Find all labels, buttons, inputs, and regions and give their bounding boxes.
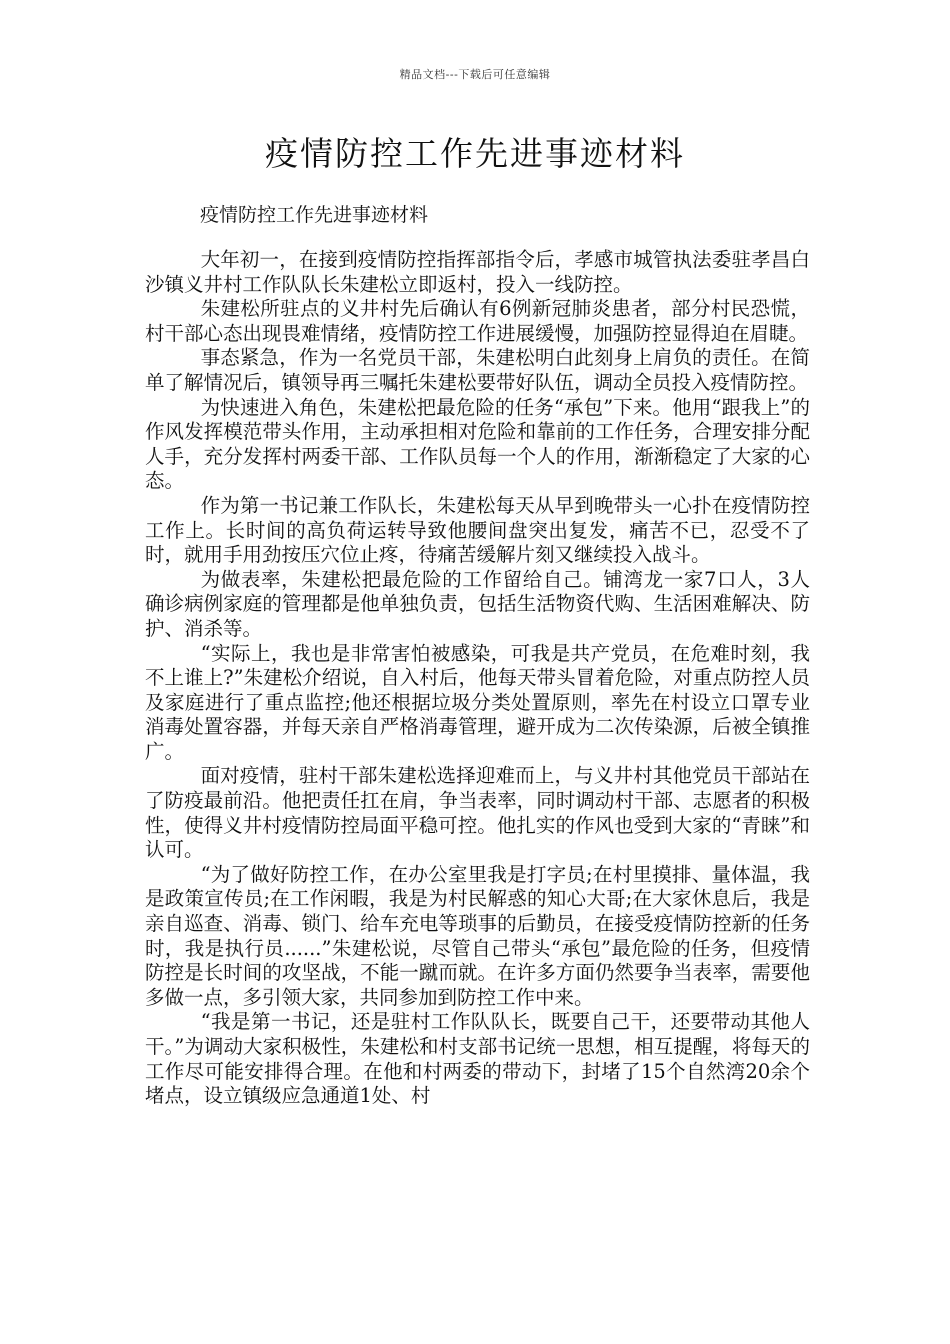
paragraph: 为做表率，朱建松把最危险的工作留给自己。铺湾龙一家7口人，3人确诊病例家庭的管理都是他单独负责，包括生活物资代购、生活困难解决、防护、消杀等。 bbox=[145, 567, 810, 640]
paragraph: “实际上，我也是非常害怕被感染，可我是共产党员，在危难时刻，我不上谁上?”朱建松介绍说，自入村后，他每天带头冒着危险，对重点防控人员及家庭进行了重点监控;他还根据垃圾分类处置原则，率先在村设立口罩专业消毒处置容器，并每天亲自严格消毒管理，避开成为二次传染源，后被全镇推广。 bbox=[145, 641, 810, 763]
paragraph: 面对疫情，驻村干部朱建松选择迎难而上，与义井村其他党员干部站在了防疫最前沿。他把责任扛在肩，争当表率，同时调动村干部、志愿者的积极性，使得义井村疫情防控局面平稳可控。他扎实的作风也受到大家的“青睐”和认可。 bbox=[145, 764, 810, 862]
paragraph: 事态紧急，作为一名党员干部，朱建松明白此刻身上肩负的责任。在简单了解情况后，镇领导再三嘱托朱建松要带好队伍，调动全员投入疫情防控。 bbox=[145, 346, 810, 394]
document-body bbox=[145, 248, 810, 1109]
header-note: 精品文档---下载后可任意编辑 bbox=[399, 68, 551, 81]
document-subtitle: 疫情防控工作先进事迹材料 bbox=[200, 204, 429, 226]
paragraph: 作为第一书记兼工作队长，朱建松每天从早到晚带头一心扑在疫情防控工作上。长时间的高负荷运转导致他腰间盘突出复发，痛苦不已，忍受不了时，就用手用劲按压穴位止疼，待痛苦缓解片刻又继续投入战斗。 bbox=[145, 493, 810, 567]
paragraph: 大年初一，在接到疫情防控指挥部指令后，孝感市城管执法委驻孝昌白沙镇义井村工作队队长朱建松立即返村，投入一线防控。 bbox=[145, 248, 810, 296]
paragraph: 为快速进入角色，朱建松把最危险的任务“承包”下来。他用“跟我上”的作风发挥模范带头作用，主动承担相对危险和靠前的工作任务，合理安排分配人手，充分发挥村两委干部、工作队员每一个人的作用，渐渐稳定了大家的心态。 bbox=[145, 395, 810, 493]
paragraph: “我是第一书记，还是驻村工作队队长，既要自己干，还要带动其他人干。”为调动大家积极性，朱建松和村支部书记统一思想，相互提醒，将每天的工作尽可能安排得合理。在他和村两委的带动下，封堵了15个自然湾20余个堵点，设立镇级应急通道1处、村 bbox=[145, 1010, 810, 1108]
paragraph: “为了做好防控工作，在办公室里我是打字员;在村里摸排、量体温，我是政策宣传员;在工作闲暇，我是为村民解惑的知心大哥;在大家休息后，我是亲自巡查、消毒、锁门、给车充电等琐事的后勤员，在接受疫情防控新的任务时，我是执行员......”朱建松说，尽管自己带头“承包”最危险的任务，但疫情防控是长时间的攻坚战，不能一蹴而就。在许多方面仍然要争当表率，需要他多做一点，多引领大家，共同参加到防控工作中来。 bbox=[145, 862, 810, 1009]
document-title: 疫情防控工作先进事迹材料 bbox=[265, 134, 685, 173]
paragraph: 朱建松所驻点的义井村先后确认有6例新冠肺炎患者，部分村民恐慌，村干部心态出现畏难情绪，疫情防控工作进展缓慢，加强防控显得迫在眉睫。 bbox=[145, 297, 810, 345]
